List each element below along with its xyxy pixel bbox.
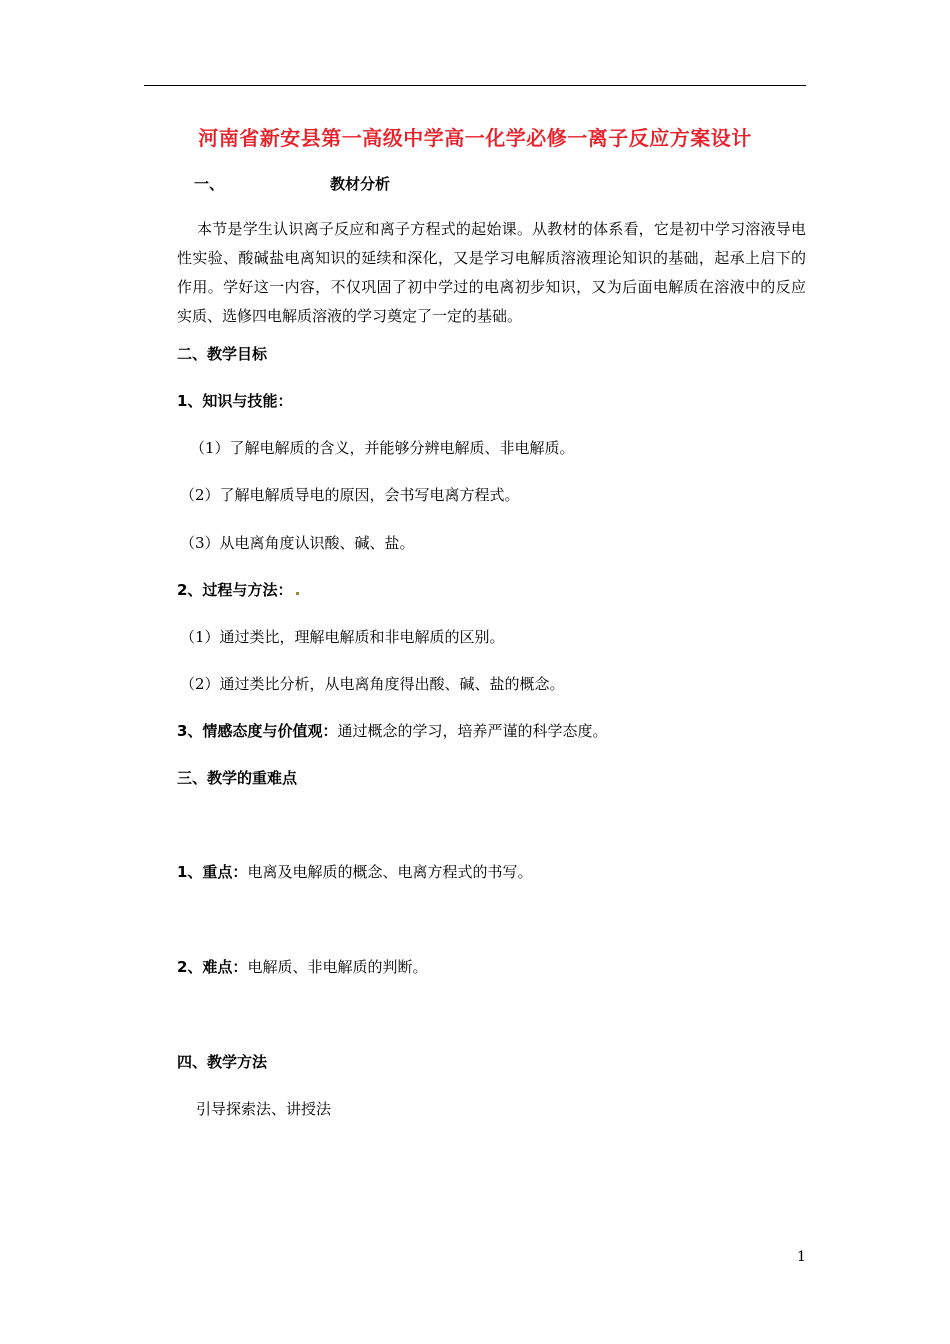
difficult-point-text: 电解质、非电解质的判断。 (247, 958, 428, 976)
section1-heading: 教材分析 (330, 175, 391, 193)
goal1-item-2: （2）了解电解质导电的原因，会书写电离方程式。 (180, 486, 520, 504)
goal3-label: 3、情感态度与价值观： (177, 722, 338, 740)
difficult-point-row (177, 957, 427, 977)
key-point-label: 1、重点： (177, 863, 248, 881)
difficult-point-label: 2、难点： (177, 958, 248, 976)
goal3-row (177, 721, 607, 741)
section1-paragraph: 本节是学生认识离子反应和离子方程式的起始课。从教材的体系看，它是初中学习溶液导电性实验、酸碱盐电离知识的延续和深化，又是学习电解质溶液理论知识的基础，起承上启下的作用。学好这一内容，不仅巩固了初中学过的电离初步知识，又为后面电解质在溶液中的反应实质、选修四电解质溶液的学习奠定了一定的基础。 (177, 220, 806, 325)
goal2-item-2: （2）通过类比分析，从电离角度得出酸、碱、盐的概念。 (180, 675, 565, 693)
goal1-heading: 1、知识与技能： (177, 392, 293, 410)
mark-dot (296, 592, 299, 595)
section3-heading: 三、教学的重难点 (177, 769, 298, 787)
section1-number: 一、 (194, 175, 225, 193)
goal3-text: 通过概念的学习，培养严谨的科学态度。 (337, 722, 608, 740)
goal1-item-3: （3）从电离角度认识酸、碱、盐。 (180, 534, 415, 552)
goal2-item-1: （1）通过类比，理解电解质和非电解质的区别。 (180, 628, 505, 646)
section4-text: 引导探索法、讲授法 (196, 1100, 332, 1118)
key-point-row (177, 862, 532, 882)
section4-heading: 四、教学方法 (177, 1053, 268, 1071)
key-point-text: 电离及电解质的概念、电离方程式的书写。 (247, 863, 533, 881)
section2-heading: 二、教学目标 (177, 345, 268, 363)
goal1-item-1: （1）了解电解质的含义，并能够分辨电解质、非电解质。 (190, 439, 575, 457)
goal2-heading-row (177, 580, 299, 600)
page-number: 1 (797, 1249, 806, 1265)
document-title: 河南省新安县第一高级中学高一化学必修一离子反应方案设计 (198, 126, 752, 150)
header-rule (144, 85, 806, 86)
goal2-heading: 2、过程与方法： (177, 581, 293, 599)
